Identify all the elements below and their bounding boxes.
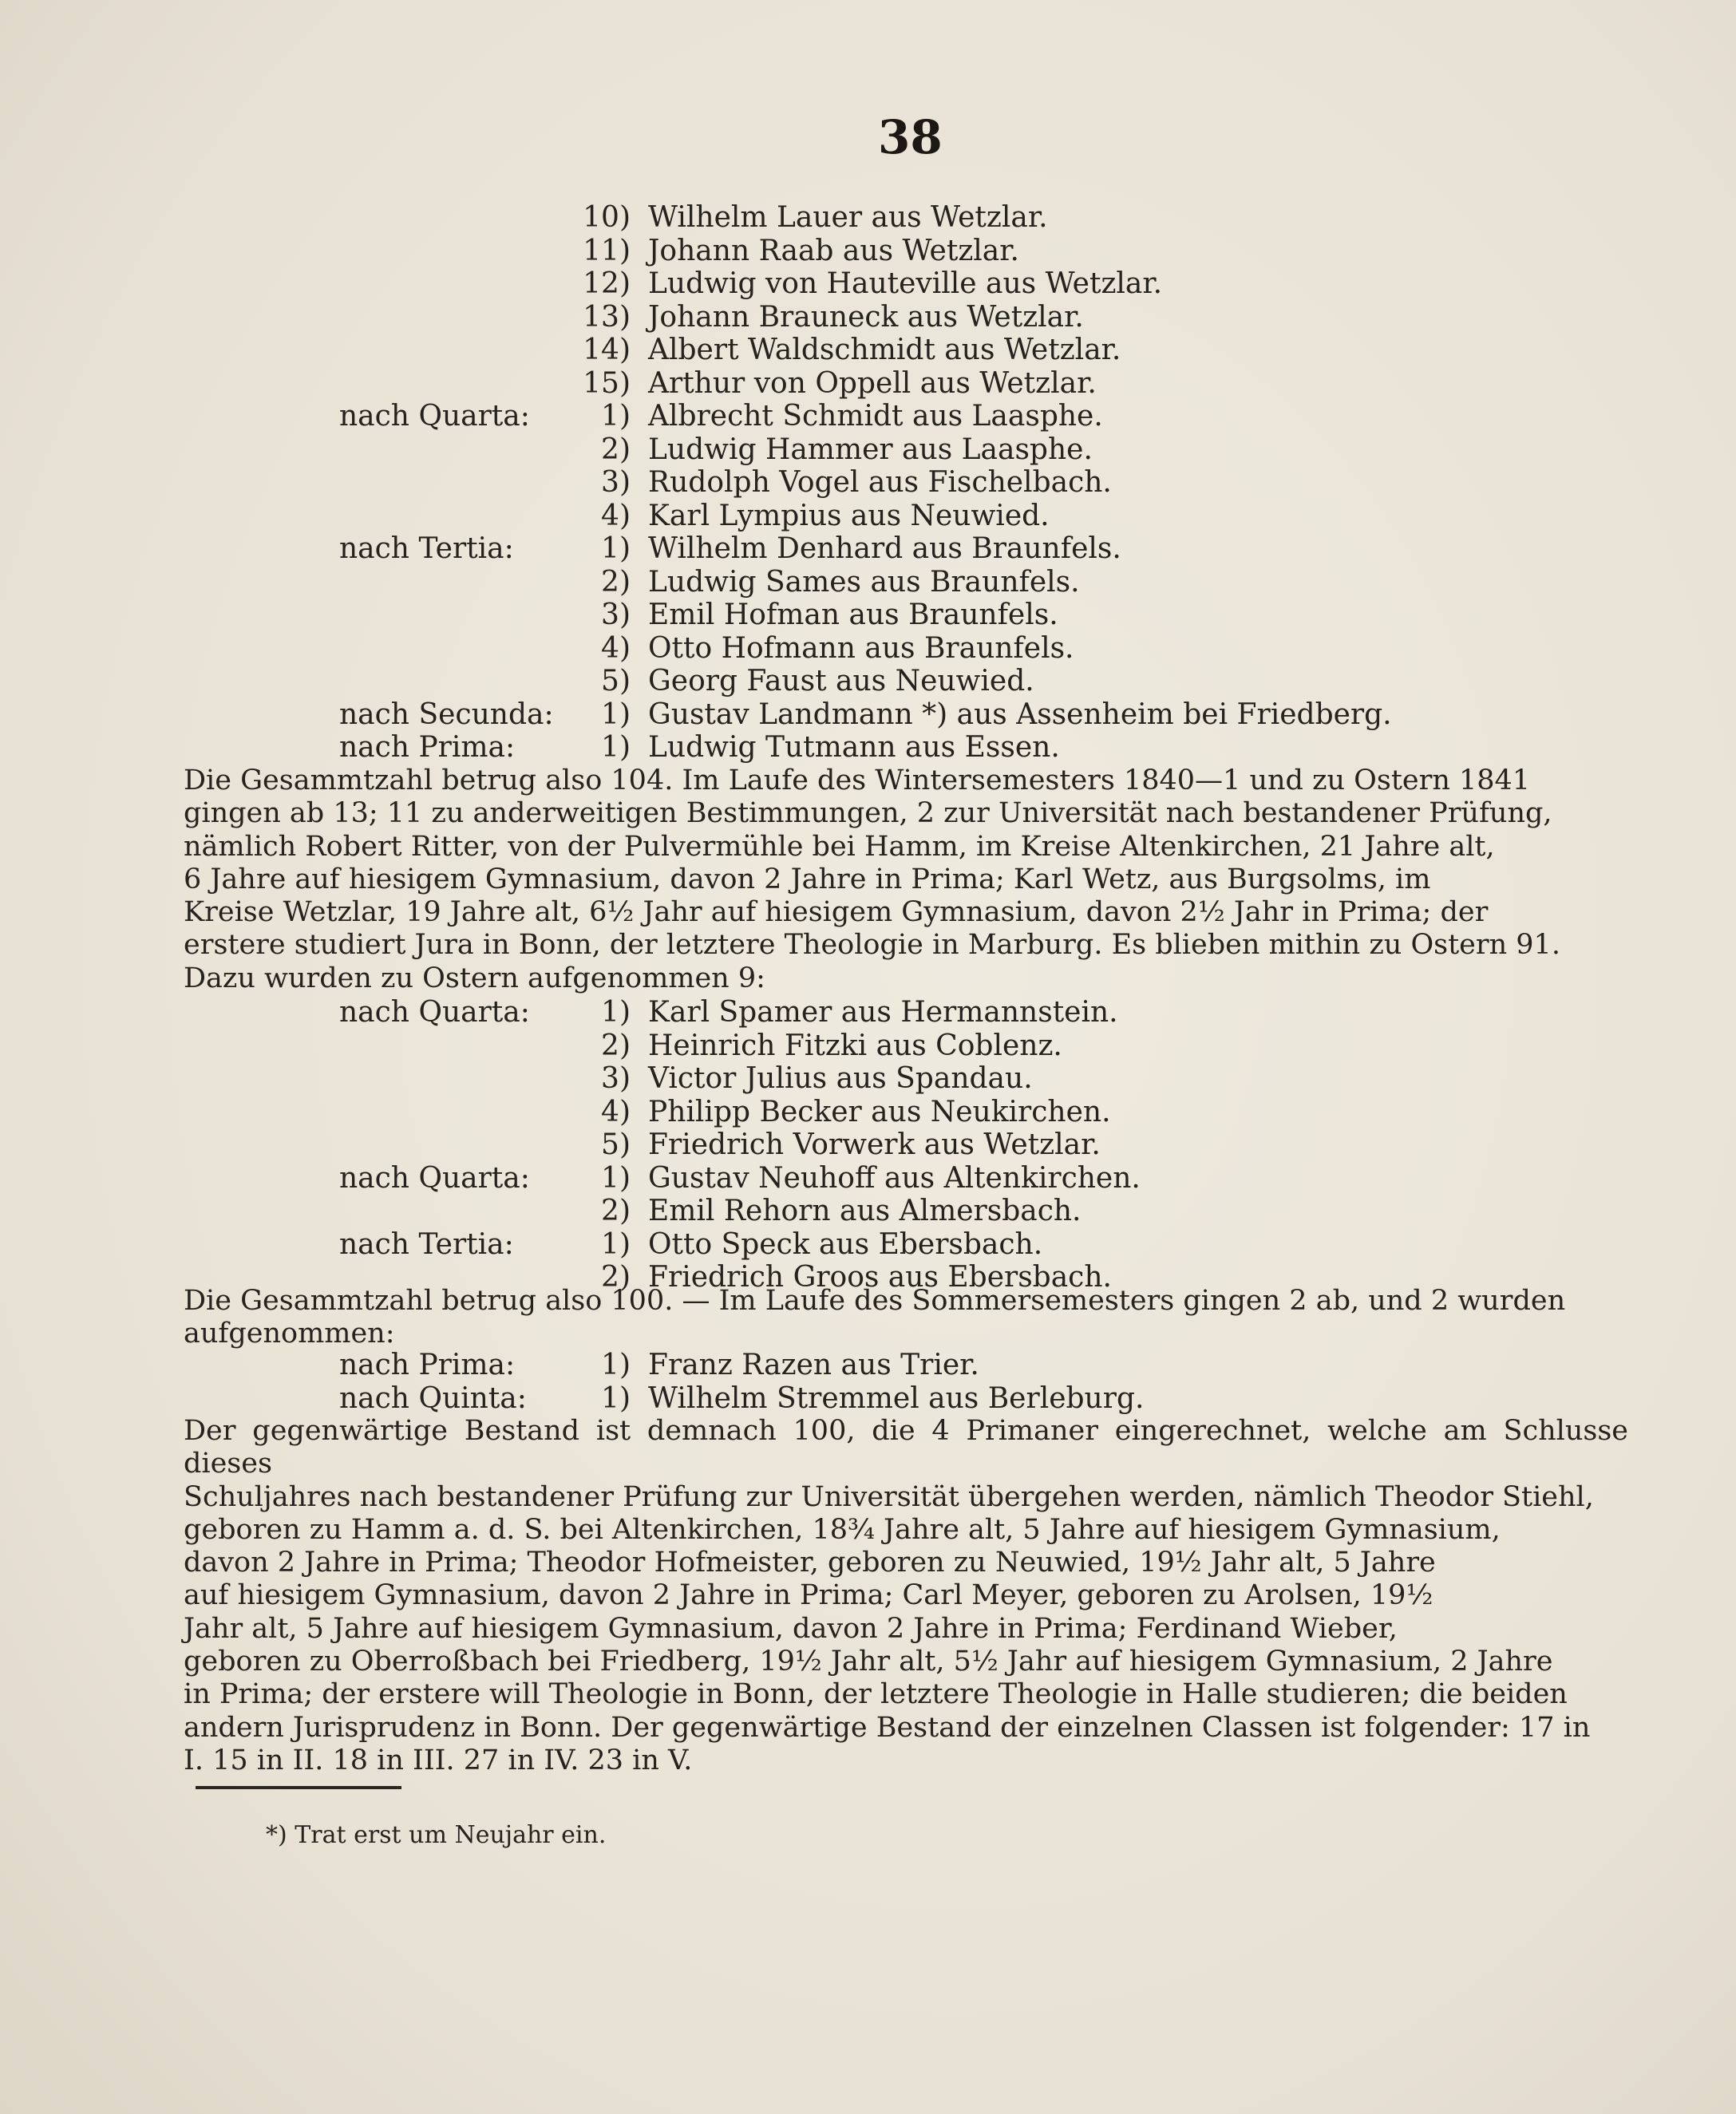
class-group-label: nach Secunda: bbox=[339, 697, 554, 731]
list-item bbox=[0, 665, 1736, 698]
paragraph-1: Die Gesammtzahl betrug also 104. Im Laufe des Wintersemesters 1840—1 und zu Ostern 1841 gingen ab 13; 11 zu anderweitigen Bestimmungen, 2 zur Universität nach bestandener Prüfung, nämlich Robert Ritter, von der Pulvermühle bei Hamm, im Kreise Altenkirchen, 21 Jahre alt, 6 Jahre auf hiesigem Gymnasium, davon 2 Jahre in Prima; Karl Wetz, aus Burgsolms, im Kreise Wetzlar, 19 Jahre alt, 6½ Jahr auf hiesigem Gymnasium, davon 2½ Jahr in Prima; der erstere studiert Jura in Bonn, der letztere Theologie in Marburg. Es blieben mithin zu Ostern 91. Dazu wurden zu Ostern aufgenommen 9: bbox=[184, 765, 1560, 994]
list-item bbox=[0, 1029, 1736, 1063]
item-number: 2) bbox=[601, 433, 631, 466]
student-name: Karl Spamer aus Hermannstein. bbox=[648, 996, 1118, 1029]
list-item bbox=[0, 1096, 1736, 1129]
student-name: Friedrich Vorwerk aus Wetzlar. bbox=[648, 1128, 1101, 1161]
item-number: 1) bbox=[601, 1349, 631, 1381]
list-item bbox=[0, 1195, 1736, 1228]
list-item bbox=[0, 500, 1736, 533]
item-number: 1) bbox=[601, 400, 631, 433]
list-item bbox=[0, 201, 1736, 235]
list-item bbox=[0, 1228, 1736, 1262]
student-name: Franz Razen aus Trier. bbox=[648, 1349, 979, 1381]
student-name: Albrecht Schmidt aus Laasphe. bbox=[648, 400, 1103, 433]
list-item bbox=[0, 466, 1736, 500]
class-group-label: nach Quarta: bbox=[339, 400, 530, 433]
item-number: 13) bbox=[583, 300, 631, 334]
student-name: Ludwig Hammer aus Laasphe. bbox=[648, 433, 1093, 466]
list-item bbox=[0, 1062, 1736, 1096]
page-number: 38 bbox=[878, 110, 943, 164]
item-number: 1) bbox=[601, 996, 631, 1029]
list-item bbox=[0, 532, 1736, 566]
list-item bbox=[0, 996, 1736, 1029]
item-number: 10) bbox=[583, 201, 631, 234]
class-group-label: nach Quarta: bbox=[339, 996, 530, 1029]
student-name: Heinrich Fitzki aus Coblenz. bbox=[648, 1029, 1062, 1062]
item-number: 2) bbox=[601, 1195, 631, 1227]
item-number: 1) bbox=[601, 532, 631, 565]
footnote: *) Trat erst um Neujahr ein. bbox=[266, 1821, 607, 1849]
item-number: 4) bbox=[601, 631, 631, 665]
student-list-2 bbox=[0, 996, 1736, 1294]
item-number: 1) bbox=[601, 731, 631, 764]
student-name: Gustav Neuhoff aus Altenkirchen. bbox=[648, 1161, 1141, 1195]
student-name: Johann Raab aus Wetzlar. bbox=[648, 234, 1019, 267]
item-number: 2) bbox=[601, 565, 631, 599]
student-name: Emil Hofman aus Braunfels. bbox=[648, 599, 1058, 631]
item-number: 15) bbox=[583, 366, 631, 400]
student-name: Ludwig von Hauteville aus Wetzlar. bbox=[648, 267, 1163, 300]
list-item bbox=[0, 1128, 1736, 1162]
list-item bbox=[0, 267, 1736, 301]
list-item bbox=[0, 367, 1736, 401]
student-name: Ludwig Sames aus Braunfels. bbox=[648, 565, 1080, 599]
student-name: Wilhelm Lauer aus Wetzlar. bbox=[648, 201, 1048, 234]
student-name: Gustav Landmann *) aus Assenheim bei Friedberg. bbox=[648, 697, 1392, 731]
class-group-label: nach Prima: bbox=[339, 1349, 516, 1381]
student-name: Johann Brauneck aus Wetzlar. bbox=[648, 300, 1084, 334]
item-number: 2) bbox=[601, 1029, 631, 1062]
item-number: 3) bbox=[601, 1062, 631, 1095]
class-group-label: nach Prima: bbox=[339, 731, 516, 764]
student-name: Philipp Becker aus Neukirchen. bbox=[648, 1095, 1111, 1128]
list-item bbox=[0, 1349, 1736, 1382]
item-number: 1) bbox=[601, 1227, 631, 1261]
list-item bbox=[0, 235, 1736, 268]
item-number: 3) bbox=[601, 466, 631, 499]
student-name: Ludwig Tutmann aus Essen. bbox=[648, 731, 1060, 764]
paragraph-3: Der gegenwärtige Bestand ist demnach 100, die 4 Primaner eingerechnet, welche am Schlusse dieses Schuljahres nach bestandener Prüfung zur Universität übergehen werden, nämlich Theodor Stiehl, geboren zu Hamm a. d. S. bei Altenkirchen, 18¾ Jahre alt, 5 Jahre auf hiesigem Gymnasium, davon 2 Jahre in Prima; Theodor Hofmeister, geboren zu Neuwied, 19½ Jahr alt, 5 Jahre auf hiesigem Gymnasium, davon 2 Jahre in Prima; Carl Meyer, geboren zu Arolsen, 19½ Jahr alt, 5 Jahre auf hiesigem Gymnasium, davon 2 Jahre in Prima; Ferdinand Wieber, geboren zu Oberroßbach bei Friedberg, 19½ Jahr alt, 5½ Jahr auf hiesigem Gymnasium, 2 Jahre in Prima; der erstere will Theologie in Bonn, der letztere Theologie in Halle studieren; die beiden andern Jurisprudenz in Bonn. Der gegenwärtige Bestand der einzelnen Classen ist folgender: 17 in I. 15 in II. 18 in III. 27 in IV. 23 in V. bbox=[184, 1415, 1628, 1776]
class-group-label: nach Quarta: bbox=[339, 1161, 530, 1195]
student-name: Karl Lympius aus Neuwied. bbox=[648, 499, 1050, 532]
student-name: Wilhelm Stremmel aus Berleburg. bbox=[648, 1381, 1145, 1415]
list-item bbox=[0, 334, 1736, 367]
item-number: 14) bbox=[583, 334, 631, 366]
item-number: 4) bbox=[601, 499, 631, 532]
list-item bbox=[0, 433, 1736, 467]
list-item bbox=[0, 698, 1736, 732]
student-list-3 bbox=[0, 1349, 1736, 1415]
student-name: Rudolph Vogel aus Fischelbach. bbox=[648, 466, 1112, 499]
item-number: 1) bbox=[601, 1381, 631, 1415]
list-item bbox=[0, 566, 1736, 599]
list-item bbox=[0, 632, 1736, 666]
list-item bbox=[0, 731, 1736, 765]
student-name: Friedrich Groos aus Ebersbach. bbox=[648, 1261, 1112, 1294]
list-item bbox=[0, 1382, 1736, 1416]
class-group-label: nach Tertia: bbox=[339, 532, 514, 565]
paragraph-2: Die Gesammtzahl betrug also 100. — Im Laufe des Sommersemesters gingen 2 ab, und 2 wurden aufgenommen: bbox=[184, 1285, 1566, 1350]
item-number: 5) bbox=[601, 665, 631, 697]
student-list-1 bbox=[0, 201, 1736, 765]
list-item bbox=[0, 400, 1736, 433]
list-item bbox=[0, 301, 1736, 334]
item-number: 11) bbox=[583, 234, 631, 267]
student-name: Arthur von Oppell aus Wetzlar. bbox=[648, 366, 1097, 400]
student-name: Otto Speck aus Ebersbach. bbox=[648, 1227, 1043, 1261]
student-name: Emil Rehorn aus Almersbach. bbox=[648, 1195, 1082, 1227]
item-number: 1) bbox=[601, 697, 631, 731]
student-name: Georg Faust aus Neuwied. bbox=[648, 665, 1034, 697]
item-number: 2) bbox=[601, 1261, 631, 1294]
item-number: 3) bbox=[601, 599, 631, 631]
student-name: Otto Hofmann aus Braunfels. bbox=[648, 631, 1074, 665]
list-item bbox=[0, 1162, 1736, 1195]
item-number: 5) bbox=[601, 1128, 631, 1161]
item-number: 1) bbox=[601, 1161, 631, 1195]
class-group-label: nach Tertia: bbox=[339, 1227, 514, 1261]
footnote-rule bbox=[196, 1786, 401, 1789]
item-number: 4) bbox=[601, 1095, 631, 1128]
student-name: Wilhelm Denhard aus Braunfels. bbox=[648, 532, 1121, 565]
class-group-label: nach Quinta: bbox=[339, 1381, 527, 1415]
student-name: Victor Julius aus Spandau. bbox=[648, 1062, 1033, 1095]
list-item bbox=[0, 599, 1736, 632]
student-name: Albert Waldschmidt aus Wetzlar. bbox=[648, 334, 1121, 366]
item-number: 12) bbox=[583, 267, 631, 300]
